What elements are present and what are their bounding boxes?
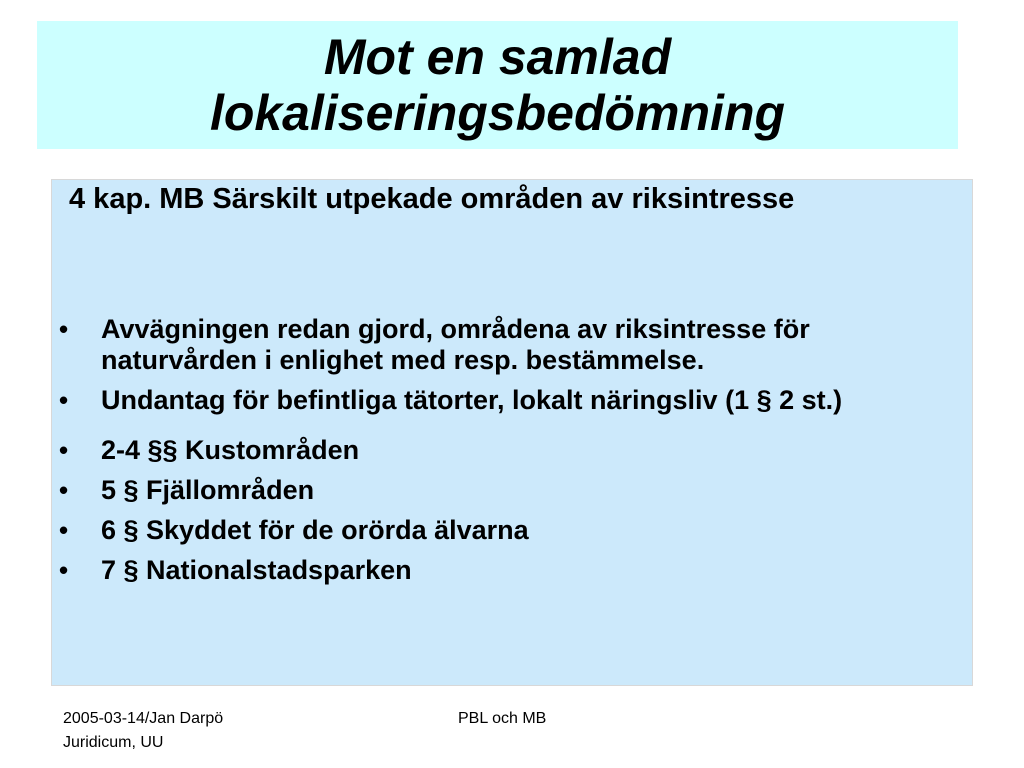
bullet-dot: • [59,555,69,585]
bullet-item [58,314,963,376]
footer-author [63,707,223,755]
footer-date-author: 2005-03-14/Jan Darpö [63,710,224,727]
footer-topic: PBL och MB [458,710,547,727]
bullet-item [58,475,963,506]
bullet-item [58,435,963,466]
title-line-2: lokaliseringsbedömning [209,85,786,141]
bullet-text: 7 § Nationalstadsparken [101,555,412,585]
bullet-text: 5 § Fjällområden [101,475,315,505]
bullet-dot: • [59,435,69,465]
bullet-list [58,314,963,586]
intro-text: 4 kap. MB Särskilt utpekade områden av riksintresse [69,183,795,215]
bullet-dot: • [59,515,69,545]
bullet-item [58,515,963,546]
bullet-dot: • [59,385,69,415]
bullet-text: Undantag för befintliga tätorter, lokalt näringsliv (1 § 2 st.) [101,385,843,415]
bullet-item [58,385,963,416]
bullet-text: 2-4 §§ Kustområden [101,435,360,465]
bullet-text: Avvägningen redan gjord, områdena av riksintresse för naturvården i enlighet med resp. bestämmelse. [101,314,810,375]
title-box [37,21,958,149]
bullet-dot: • [59,314,69,344]
footer-institution: Juridicum, UU [63,734,164,751]
title-line-1: Mot en samlad [323,29,672,85]
bullet-text: 6 § Skyddet för de orörda älvarna [101,515,529,545]
content-box [51,179,973,686]
bullet-item [58,555,963,586]
bullet-dot: • [59,475,69,505]
